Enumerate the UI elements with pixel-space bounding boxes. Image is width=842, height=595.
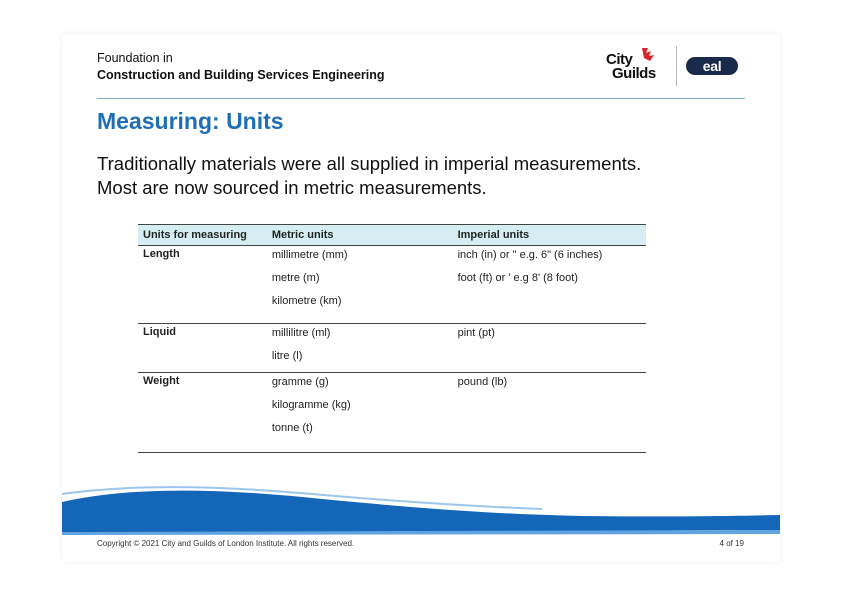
city-guilds-logo-line-1: City [606, 51, 633, 68]
imperial-cell [453, 324, 646, 373]
course-line-1: Foundation in [97, 51, 173, 65]
page-title: Measuring: Units [97, 108, 284, 134]
copyright-text: Copyright © 2021 City and Guilds of London Institute. All rights reserved. [97, 539, 355, 548]
imperial-unit: inch (in) or " e.g. 6" (6 inches) [457, 249, 603, 261]
metric-unit: millilitre (ml) [271, 327, 331, 339]
imperial-unit: pint (pt) [457, 327, 495, 339]
imperial-cell [453, 246, 646, 324]
metric-unit: litre (l) [271, 350, 303, 362]
metric-unit: kilogramme (kg) [271, 399, 351, 411]
metric-cell [267, 246, 453, 324]
metric-unit: kilometre (km) [271, 295, 342, 307]
imperial-unit: pound (lb) [457, 376, 508, 388]
metric-unit: millimetre (mm) [271, 249, 348, 261]
metric-unit: tonne (t) [271, 422, 313, 434]
metric-unit: metre (m) [271, 272, 320, 284]
city-guilds-logo-line-2: Guilds [612, 65, 656, 82]
units-table [138, 224, 646, 453]
spacer [272, 317, 448, 323]
page-number: 4 of 19 [719, 539, 744, 548]
table-row-liquid [138, 324, 646, 373]
metric-unit: gramme (g) [271, 376, 329, 388]
category-cell: Weight [138, 373, 267, 453]
table-header-row [138, 225, 646, 246]
imperial-cell [453, 373, 646, 453]
lion-mark-icon [640, 46, 656, 62]
table-row-weight [138, 373, 646, 453]
logo-divider [676, 46, 677, 86]
logos [604, 44, 744, 88]
slide [62, 34, 780, 562]
intro-line-1: Traditionally materials were all supplied in imperial measurements. [97, 153, 642, 174]
header-metric-units: Metric units [267, 225, 453, 246]
header-units-for-measuring: Units for measuring [138, 225, 267, 246]
category-cell: Liquid [138, 324, 267, 373]
metric-cell [267, 373, 453, 453]
metric-cell [267, 324, 453, 373]
header-imperial-units: Imperial units [453, 225, 646, 246]
table-row-length [138, 246, 646, 324]
eal-logo: eal [686, 57, 738, 75]
spacer [272, 444, 448, 452]
course-title [97, 50, 385, 84]
header-rule [97, 98, 745, 99]
intro-text [97, 152, 641, 200]
course-line-2: Construction and Building Services Engineering [97, 68, 385, 82]
category-cell: Length [138, 246, 267, 324]
city-guilds-logo [604, 46, 666, 86]
imperial-unit: foot (ft) or ' e.g 8' (8 foot) [457, 272, 578, 284]
footer-wave-graphic [62, 482, 780, 542]
intro-line-2: Most are now sourced in metric measurements. [97, 177, 487, 198]
